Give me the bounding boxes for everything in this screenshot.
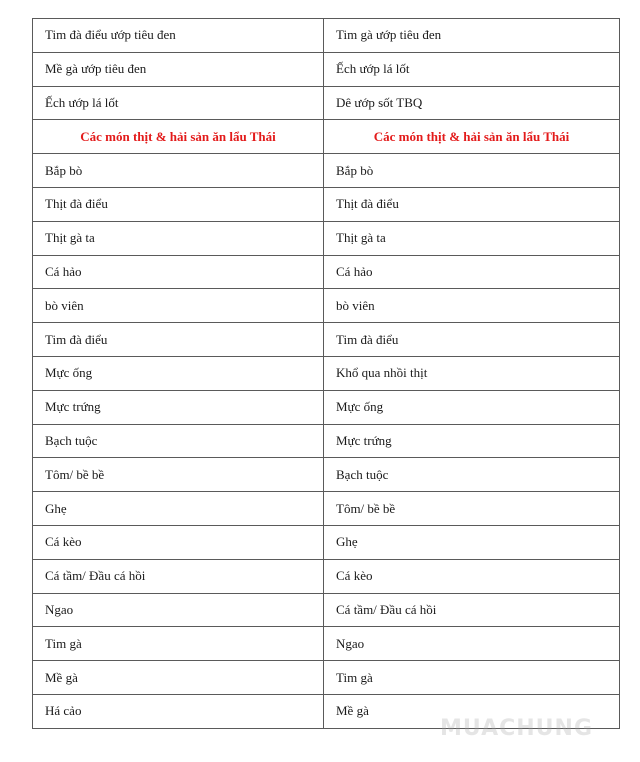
section-header-right: Các món thịt & hải sản ăn lẩu Thái <box>324 120 620 154</box>
table-row <box>33 154 620 188</box>
menu-item-left: Mề gà ướp tiêu đen <box>33 52 324 86</box>
menu-item-right: Bạch tuộc <box>324 458 620 492</box>
menu-item-left: Mực trứng <box>33 390 324 424</box>
menu-item-left: Ếch ướp lá lốt <box>33 86 324 120</box>
menu-item-left: Tim đà điểu <box>33 323 324 357</box>
table-row <box>33 458 620 492</box>
menu-item-right: Mực ống <box>324 390 620 424</box>
watermark: MUACHUNG <box>440 716 593 741</box>
menu-item-right: Tim gà ướp tiêu đen <box>324 19 620 53</box>
menu-item-left: Tôm/ bề bề <box>33 458 324 492</box>
menu-item-left: Ngao <box>33 593 324 627</box>
menu-item-left: Mề gà <box>33 661 324 695</box>
menu-item-right: Cá hảo <box>324 255 620 289</box>
menu-item-right: Tim gà <box>324 661 620 695</box>
menu-item-right: Mực trứng <box>324 424 620 458</box>
menu-item-right: Khổ qua nhồi thịt <box>324 356 620 390</box>
menu-item-right: bò viên <box>324 289 620 323</box>
menu-item-right: Cá tầm/ Đầu cá hồi <box>324 593 620 627</box>
menu-item-left: Thịt gà ta <box>33 221 324 255</box>
menu-item-left: Thịt đà điểu <box>33 187 324 221</box>
table-row <box>33 525 620 559</box>
menu-item-right: Thịt đà điểu <box>324 187 620 221</box>
menu-item-right: Tim đà điểu <box>324 323 620 357</box>
table-row <box>33 390 620 424</box>
table-row <box>33 492 620 526</box>
menu-item-right: Cá kèo <box>324 559 620 593</box>
table-row <box>33 694 620 728</box>
menu-item-left: bò viên <box>33 289 324 323</box>
menu-item-left: Tim gà <box>33 627 324 661</box>
table-row <box>33 661 620 695</box>
menu-table-body <box>33 19 620 729</box>
menu-item-right: Ngao <box>324 627 620 661</box>
table-row <box>33 19 620 53</box>
table-row <box>33 593 620 627</box>
menu-item-right: Bắp bò <box>324 154 620 188</box>
section-header-left: Các món thịt & hải sản ăn lẩu Thái <box>33 120 324 154</box>
menu-item-left: Cá tầm/ Đầu cá hồi <box>33 559 324 593</box>
menu-item-right: Tôm/ bề bề <box>324 492 620 526</box>
menu-item-left: Tim đà điểu ướp tiêu đen <box>33 19 324 53</box>
menu-item-right: Thịt gà ta <box>324 221 620 255</box>
menu-item-left: Ghẹ <box>33 492 324 526</box>
menu-item-left: Bạch tuộc <box>33 424 324 458</box>
menu-item-left: Cá hảo <box>33 255 324 289</box>
table-row <box>33 559 620 593</box>
menu-item-left: Bắp bò <box>33 154 324 188</box>
menu-table <box>32 18 620 729</box>
table-row <box>33 255 620 289</box>
section-header-row <box>33 120 620 154</box>
menu-item-right: Ghẹ <box>324 525 620 559</box>
table-row <box>33 627 620 661</box>
table-row <box>33 356 620 390</box>
table-row <box>33 52 620 86</box>
table-row <box>33 424 620 458</box>
menu-item-right: Mề gà <box>324 694 620 728</box>
table-row <box>33 86 620 120</box>
menu-item-left: Mực ống <box>33 356 324 390</box>
table-row <box>33 221 620 255</box>
menu-item-left: Cá kèo <box>33 525 324 559</box>
menu-item-left: Há cảo <box>33 694 324 728</box>
table-row <box>33 289 620 323</box>
menu-item-right: Dê ướp sốt TBQ <box>324 86 620 120</box>
table-row <box>33 323 620 357</box>
menu-item-right: Ếch ướp lá lốt <box>324 52 620 86</box>
table-row <box>33 187 620 221</box>
